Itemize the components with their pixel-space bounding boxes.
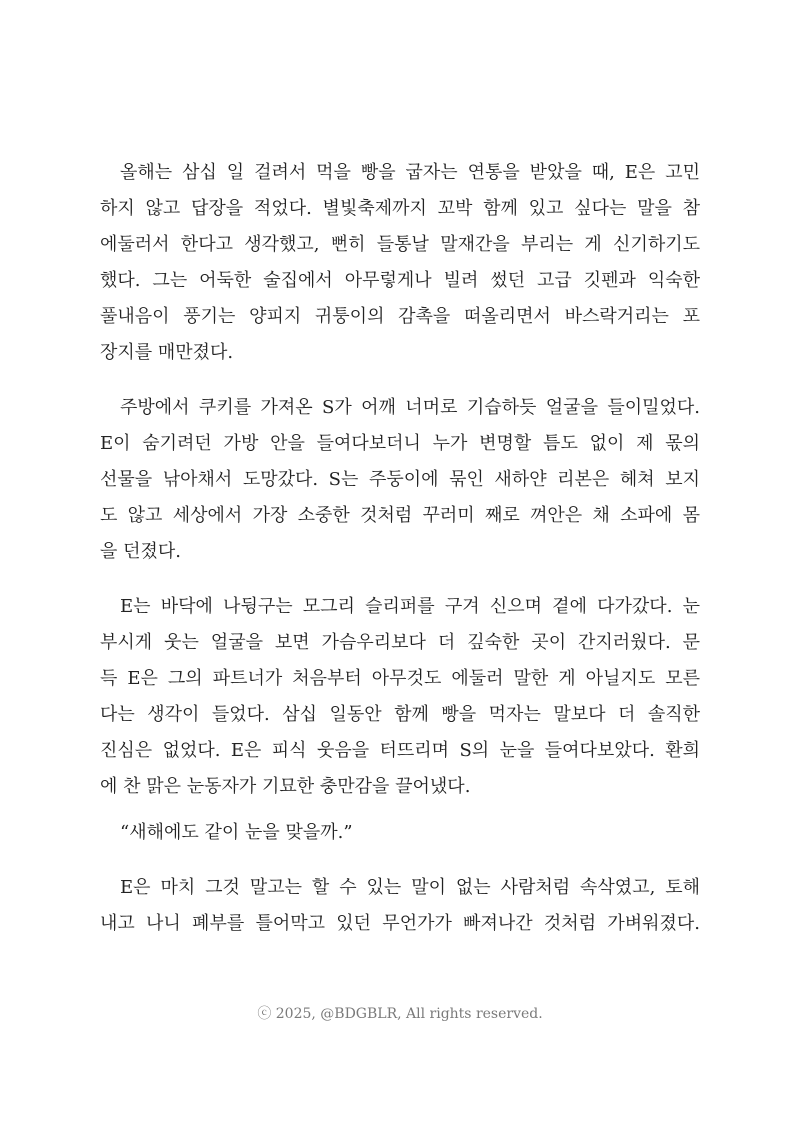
paragraph-line: 하지 않고 답장을 적었다. 별빛축제까지 꼬박 함께 있고 싶다는 말을 참 <box>100 198 700 219</box>
paragraph-line: 선물을 낚아채서 도망갔다. S는 주둥이에 묶인 새하얀 리본은 헤쳐 보지 <box>100 469 700 490</box>
dialogue-paragraph <box>100 815 700 851</box>
paragraph-3 <box>100 589 700 805</box>
paragraph-line: 올해는 삼십 일 걸려서 먹을 빵을 굽자는 연통을 받았을 때, E은 고민 <box>120 162 700 183</box>
paragraph-line: 주방에서 쿠키를 가져온 S가 어깨 너머로 기습하듯 얼굴을 들이밀었다. <box>120 397 700 418</box>
copyright-notice: ⓒ 2025, @BDGBLR, All rights reserved. <box>257 1006 543 1022</box>
paragraph-line: 에둘러서 한다고 생각했고, 뻔히 들통날 말재간을 부리는 게 신기하기도 <box>100 234 700 255</box>
paragraph-line: 했다. 그는 어둑한 술집에서 아무렇게나 빌려 썼던 고급 깃펜과 익숙한 <box>100 270 700 291</box>
paragraph-line: 을 던졌다. <box>100 541 181 562</box>
paragraph-line: E은 마치 그것 말고는 할 수 있는 말이 없는 사람처럼 속삭였고, 토해 <box>120 877 700 898</box>
paragraph-line: E는 바닥에 나뒹구는 모그리 슬리퍼를 구겨 신으며 곁에 다가갔다. 눈 <box>120 596 700 617</box>
paragraph-line: 풀내음이 풍기는 양피지 귀퉁이의 감촉을 떠올리면서 바스락거리는 포 <box>100 306 700 327</box>
paragraph-line: 진심은 없었다. E은 피식 웃음을 터뜨리며 S의 눈을 들여다보았다. 환희 <box>100 740 700 761</box>
paragraph-line: 득 E은 그의 파트너가 처음부터 아무것도 에둘러 말한 게 아닐지도 모른 <box>100 668 700 689</box>
paragraph-line: 도 않고 세상에서 가장 소중한 것처럼 꾸러미 째로 껴안은 채 소파에 몸 <box>100 505 700 526</box>
paragraph-line: 에 찬 맑은 눈동자가 기묘한 충만감을 끌어냈다. <box>100 776 471 797</box>
paragraph-line: E이 숨기려던 가방 안을 들여다보더니 누가 변명할 틈도 없이 제 몫의 <box>100 433 700 454</box>
paragraph-line: 다는 생각이 들었다. 삼십 일동안 함께 빵을 먹자는 말보다 더 솔직한 <box>100 704 700 725</box>
paragraph-1 <box>100 155 700 371</box>
paragraph-5 <box>100 870 700 942</box>
paragraph-2 <box>100 390 700 570</box>
paragraph-line: 내고 나니 폐부를 틀어막고 있던 무언가가 빠져나간 것처럼 가벼워졌다. <box>100 913 700 934</box>
story-body <box>100 155 700 961</box>
paragraph-line: 장지를 매만졌다. <box>100 342 234 363</box>
dialogue-line: “새해에도 같이 눈을 맞을까.” <box>120 822 353 843</box>
paragraph-line: 부시게 웃는 얼굴을 보면 가슴우리보다 더 깊숙한 곳이 간지러웠다. 문 <box>100 632 700 653</box>
